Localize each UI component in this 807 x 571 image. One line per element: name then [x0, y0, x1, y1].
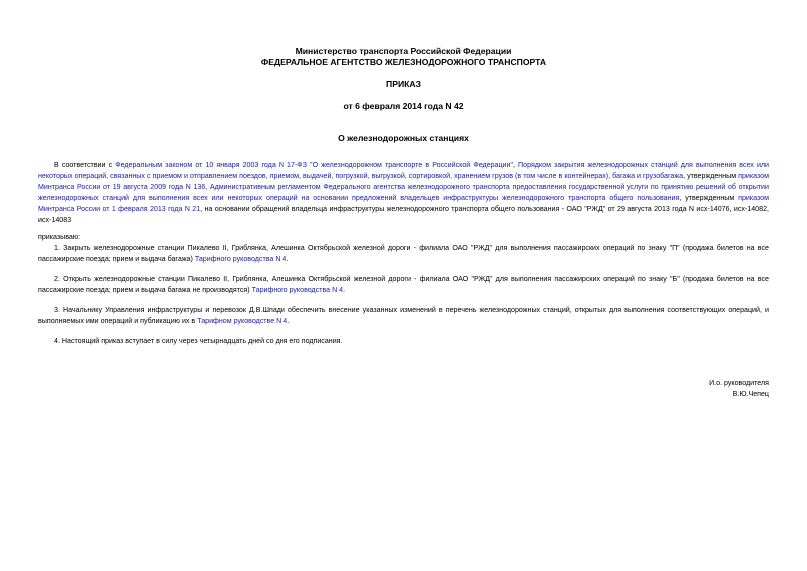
federal-law-link[interactable]: Федеральным законом от 10 января 2003 года N 17-ФЗ "О железнодорожном транспорте в Российской Федерации" — [115, 161, 513, 169]
preamble-text-4: , — [205, 182, 210, 191]
order-item-2-tail: . — [343, 285, 346, 294]
signature-name: В.Ю.Чепец — [732, 390, 769, 398]
document-date-number: от 6 февраля 2014 года N 42 — [343, 101, 464, 111]
order-item-2 — [38, 274, 769, 296]
mintrans-order-21-link[interactable]: приказом Минтранса России от 1 февраля 2013 года N 21 — [38, 193, 769, 213]
order-item-4 — [38, 336, 769, 347]
order-item-2-text: 2. Открыть железнодорожные станции Пикалево II, Гриблянка, Алешинка Октябрьской железной дороги - филиала ОАО "РЖД" для выполнения пассажирских операций по знаку "Б" (продажа билетов на все пассажирские поезда; прием и выдача багажа не производятся) — [38, 275, 769, 294]
order-item-3-tail: . — [287, 316, 290, 325]
preamble-text-6: , на основании обращений владельца инфраструктуры железнодорожного транспорта общего пользования - ОАО "РЖД" от 29 августа 2013 года N исх-14076, исх-14082, исх-14083 — [38, 204, 769, 224]
order-item-1-tail: . — [286, 254, 289, 263]
document-subject: О железнодорожных станциях — [338, 133, 469, 143]
tariff-guide-link-3[interactable]: Тарифном руководстве N 4 — [197, 316, 288, 325]
preamble-text-1: В соответствии с — [54, 161, 116, 169]
preamble-text-3: , утвержденным — [683, 171, 739, 180]
tariff-guide-link-2[interactable]: Тарифного руководства N 4 — [251, 285, 344, 294]
order-item-3-text: 3. Начальнику Управления инфраструктуры и перевозок Д.В.Шпади обеспечить внесение указанных изменений в перечень железнодорожных станций, открытых для выполнения соответствующих операций, и выполняемых ими операций и публикацию их в — [38, 306, 769, 325]
tariff-guide-link-1[interactable]: Тарифного руководства N 4 — [194, 254, 287, 263]
order-item-3 — [38, 305, 769, 327]
mintrans-order-136-link[interactable]: приказом Минтранса России от 19 августа 2009 года N 136 — [38, 171, 769, 191]
administrative-regulation-link[interactable]: Административным регламентом Федерального агентства железнодорожного транспорта предоставления государственной услуги по принятию решений об открытии железнодорожных станций для выполнения всех или некоторых операций на основании предложений владельцев инфраструктуры железнодорожного транспорта общего пользования — [38, 182, 769, 202]
preamble-text-5: , утвержденным — [679, 193, 739, 202]
order-item-4-text: 4. Настоящий приказ вступает в силу через четырнадцать дней со дня его подписания. — [54, 337, 343, 345]
order-item-1-text: 1. Закрыть железнодорожные станции Пикалево II, Гриблянка, Алешинка Октябрьской железной дороги - филиала ОАО "РЖД" для выполнения пассажирских операций по знаку "П" (продажа билетов на все пассажирские поезда; прием и выдача багажа) — [38, 244, 769, 263]
preamble-paragraph — [38, 160, 769, 225]
order-item-1 — [38, 243, 769, 265]
agency-title: ФЕДЕРАЛЬНОЕ АГЕНТСТВО ЖЕЛЕЗНОДОРОЖНОГО ТРАНСПОРТА — [260, 57, 547, 67]
ministry-title: Министерство транспорта Российской Федерации — [295, 46, 512, 56]
signature-position: И.о. руководителя — [709, 379, 769, 387]
preamble-text-2: , — [512, 161, 519, 169]
order-word: приказываю: — [38, 233, 81, 241]
station-closure-procedure-link[interactable]: Порядком закрытия железнодорожных станций для выполнения всех или некоторых операций, связанных с приемом и отправлением поездов, приемом, выдачей, погрузкой, выгрузкой, сортировкой, хранением грузов (в том числе в контейнерах), багажа и грузобагажа — [38, 161, 770, 180]
document-type: ПРИКАЗ — [386, 79, 421, 89]
